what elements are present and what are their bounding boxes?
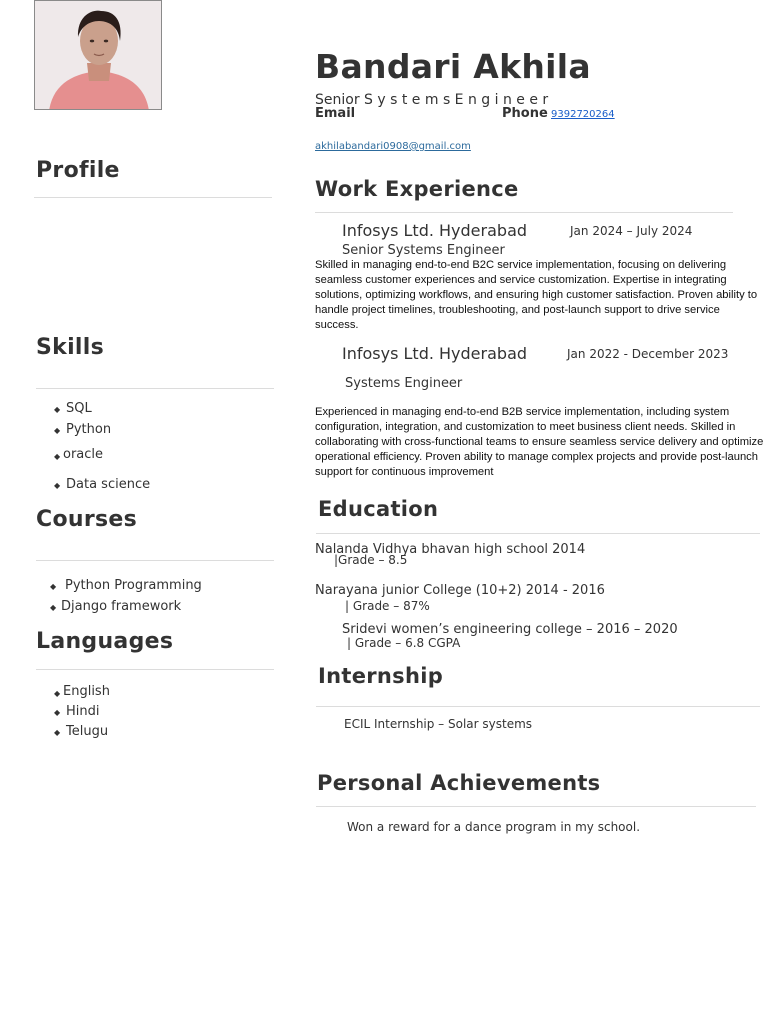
phone-label: Phone: [502, 106, 548, 121]
person-portrait-icon: [35, 1, 162, 110]
skill-item: Python: [66, 422, 112, 437]
job-description: Experienced in managing end-to-end B2B service implementation, including system configuration, integration, and customization to meet business client needs. Skilled in collaborating with cross-functional teams to ensure seamless service delivery and optimize operational efficiency. Proven ability to manage complex projects and provide post-launch support for continuous improvement: [315, 406, 764, 478]
candidate-name: Bandari Akhila: [315, 47, 591, 86]
course-item: Python Programming: [65, 578, 202, 593]
internship-heading: Internship: [318, 664, 444, 688]
language-item: Telugu: [66, 724, 109, 739]
job-title: Senior S y s t e m s E n g i n e e r: [315, 92, 549, 108]
skills-divider: [36, 388, 274, 389]
achievement-text: Won a reward for a dance program in my school.: [347, 820, 641, 834]
email-link[interactable]: akhilabandari0908@gmail.com: [315, 141, 471, 152]
education-divider: [316, 533, 760, 534]
skill-item: Data science: [66, 477, 151, 492]
skill-item: oracle: [63, 447, 104, 462]
education-school: Nalanda Vidhya bhavan high school 2014: [315, 542, 586, 557]
education-school: Narayana junior College (10+2) 2014 - 2016: [315, 583, 605, 598]
profile-photo: [34, 0, 162, 110]
education-grade: | Grade – 6.8 CGPA: [347, 636, 461, 650]
courses-heading: Courses: [36, 507, 137, 532]
language-item: English: [63, 684, 110, 699]
languages-divider: [36, 669, 274, 670]
job-role: Systems Engineer: [345, 376, 463, 391]
job-role: Senior Systems Engineer: [342, 243, 505, 258]
job-dates: Jan 2022 - December 2023: [567, 347, 729, 361]
profile-divider: [34, 197, 272, 198]
skills-heading: Skills: [36, 335, 104, 360]
job-description: Skilled in managing end-to-end B2C service implementation, focusing on delivering seamless customer experiences and service customization. Expertise in integrating solutions, optimizing workflows, and ensuring high customer satisfaction. Proven ability to handle project timelines, troubleshooting, and post-launch support to drive service success.: [315, 259, 758, 331]
bullet-icon: ◆: [54, 452, 61, 461]
achievements-heading: Personal Achievements: [317, 771, 601, 795]
bullet-icon: ◆: [50, 603, 57, 612]
languages-heading: Languages: [36, 629, 174, 654]
education-school: Sridevi women’s engineering college – 2016 – 2020: [342, 622, 678, 637]
work-divider: [315, 212, 733, 213]
bullet-icon: ◆: [54, 481, 61, 490]
language-item: Hindi: [66, 704, 100, 719]
education-grade: | Grade – 87%: [345, 599, 430, 613]
bullet-icon: ◆: [54, 689, 61, 698]
skill-item: SQL: [66, 401, 92, 416]
email-label: Email: [315, 106, 356, 121]
education-grade: |Grade – 8.5: [334, 553, 408, 567]
job-company: Infosys Ltd. Hyderabad: [342, 344, 528, 363]
internship-text: ECIL Internship – Solar systems: [344, 717, 533, 731]
job-dates: Jan 2024 – July 2024: [570, 224, 693, 238]
courses-divider: [36, 560, 274, 561]
bullet-icon: ◆: [50, 582, 57, 591]
phone-link[interactable]: 9392720264: [551, 109, 615, 120]
bullet-icon: ◆: [54, 728, 61, 737]
bullet-icon: ◆: [54, 405, 61, 414]
education-heading: Education: [318, 497, 439, 521]
course-item: Django framework: [61, 599, 182, 614]
internship-divider: [316, 706, 760, 707]
bullet-icon: ◆: [54, 426, 61, 435]
job-company: Infosys Ltd. Hyderabad: [342, 221, 528, 240]
work-experience-heading: Work Experience: [315, 177, 519, 201]
bullet-icon: ◆: [54, 708, 61, 717]
achievements-divider: [316, 806, 756, 807]
profile-heading: Profile: [36, 158, 120, 183]
